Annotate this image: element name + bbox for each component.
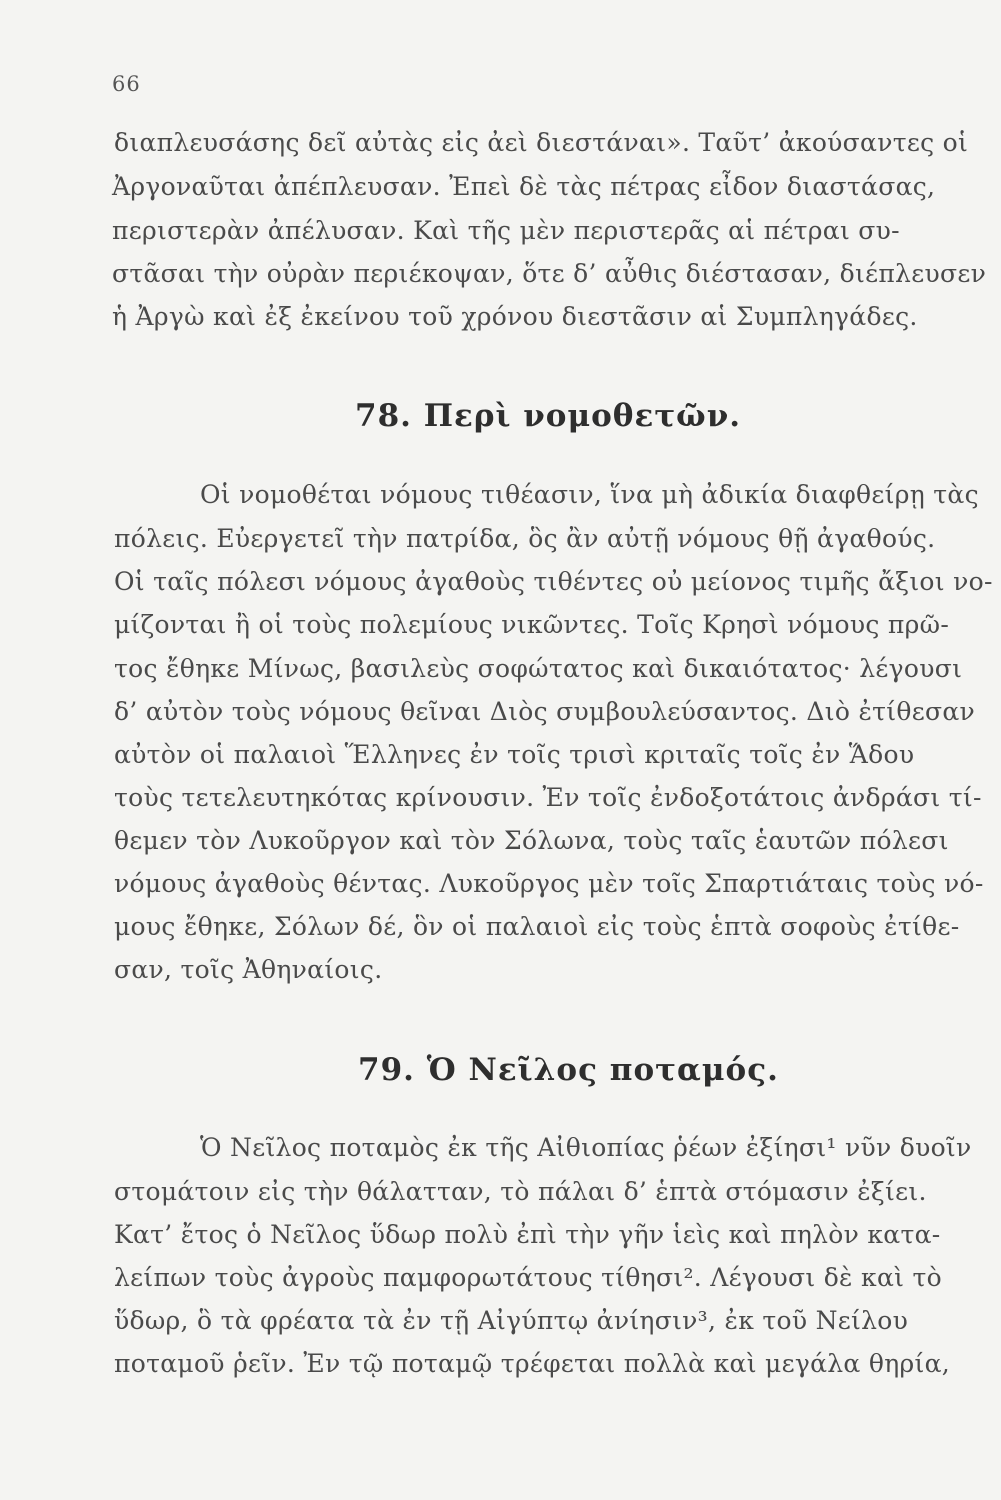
section-heading: 78. Περὶ νομοθετῶν. [355,398,742,434]
text-line: ὕδωρ, ὃ τὰ φρέατα τὰ ἐν τῇ Αἰγύπτῳ ἀνίησιν³, ἐκ τοῦ Νείλου [114,1306,909,1335]
text-line: Οἱ νομοθέται νόμους τιθέασιν, ἵνα μὴ ἀδικία διαφθείρῃ τὰς [200,480,979,509]
text-line: ἡ Ἀργὼ καὶ ἐξ ἐκείνου τοῦ χρόνου διεστᾶσιν αἱ Συμπληγάδες. [112,302,918,331]
text-line: στομάτοιν εἰς τὴν θάλατταν, τὸ πάλαι δ’ ἑπτὰ στόμασιν ἐξίει. [114,1177,927,1206]
text-line: στᾶσαι τὴν οὐρὰν περιέκοψαν, ὅτε δ’ αὖθις διέστασαν, διέπλευσεν [112,259,987,288]
text-line: τος ἔθηκε Μίνως, βασιλεὺς σοφώτατος καὶ δικαιότατος· λέγουσι [114,654,963,683]
text-line: σαν, τοῖς Ἀθηναίοις. [114,955,383,984]
text-line: νόμους ἀγαθοὺς θέντας. Λυκοῦργος μὲν τοῖς Σπαρτιάταις τοὺς νό- [114,869,984,898]
text-line: λείπων τοὺς ἀγροὺς παμφορωτάτους τίθησι². Λέγουσι δὲ καὶ τὸ [114,1263,942,1292]
text-line: Ὁ Νεῖλος ποταμὸς ἐκ τῆς Αἰθιοπίας ῥέων ἐξίησι¹ νῦν δυοῖν [200,1133,972,1162]
section-heading: 79. Ὁ Νεῖλος ποταμός. [358,1052,779,1088]
text-line: διαπλευσάσης δεῖ αὐτὰς εἰς ἀεὶ διεστάναι». Ταῦτ’ ἀκούσαντες οἱ [114,128,969,157]
text-line: Ἀργοναῦται ἀπέπλευσαν. Ἐπεὶ δὲ τὰς πέτρας εἶδον διαστάσας, [112,172,936,201]
text-line: θεμεν τὸν Λυκοῦργον καὶ τὸν Σόλωνα, τοὺς ταῖς ἑαυτῶν πόλεσι [114,826,949,855]
text-line: τοὺς τετελευτηκότας κρίνουσιν. Ἐν τοῖς ἐνδοξοτάτοις ἀνδράσι τί- [114,783,982,812]
text-line: μους ἔθηκε, Σόλων δέ, ὃν οἱ παλαιοὶ εἰς τοὺς ἑπτὰ σοφοὺς ἐτίθε- [114,912,960,941]
text-line: δ’ αὐτὸν τοὺς νόμους θεῖναι Διὸς συμβουλεύσαντος. Διὸ ἐτίθεσαν [114,697,976,726]
text-line: Κατ’ ἔτος ὁ Νεῖλος ὕδωρ πολὺ ἐπὶ τὴν γῆν ἱεὶς καὶ πηλὸν κατα- [114,1220,941,1249]
text-line: Οἱ ταῖς πόλεσι νόμους ἀγαθοὺς τιθέντες οὐ μείονος τιμῆς ἄξιοι νο- [114,567,993,596]
page-number: 66 [112,72,141,96]
text-line: περιστερὰν ἀπέλυσαν. Καὶ τῆς μὲν περιστερᾶς αἱ πέτραι συ- [112,216,900,245]
text-line: μίζονται ἢ οἱ τοὺς πολεμίους νικῶντες. Τοῖς Κρησὶ νόμους πρῶ- [114,610,950,639]
text-line: πόλεις. Εὐεργετεῖ τὴν πατρίδα, ὃς ἂν αὐτῇ νόμους θῇ ἀγαθούς. [114,524,936,553]
text-line: ποταμοῦ ῥεῖν. Ἐν τῷ ποταμῷ τρέφεται πολλὰ καὶ μεγάλα θηρία, [114,1349,950,1378]
text-line: αὐτὸν οἱ παλαιοὶ Ἕλληνες ἐν τοῖς τρισὶ κριταῖς τοῖς ἐν Ἅδου [114,740,915,769]
